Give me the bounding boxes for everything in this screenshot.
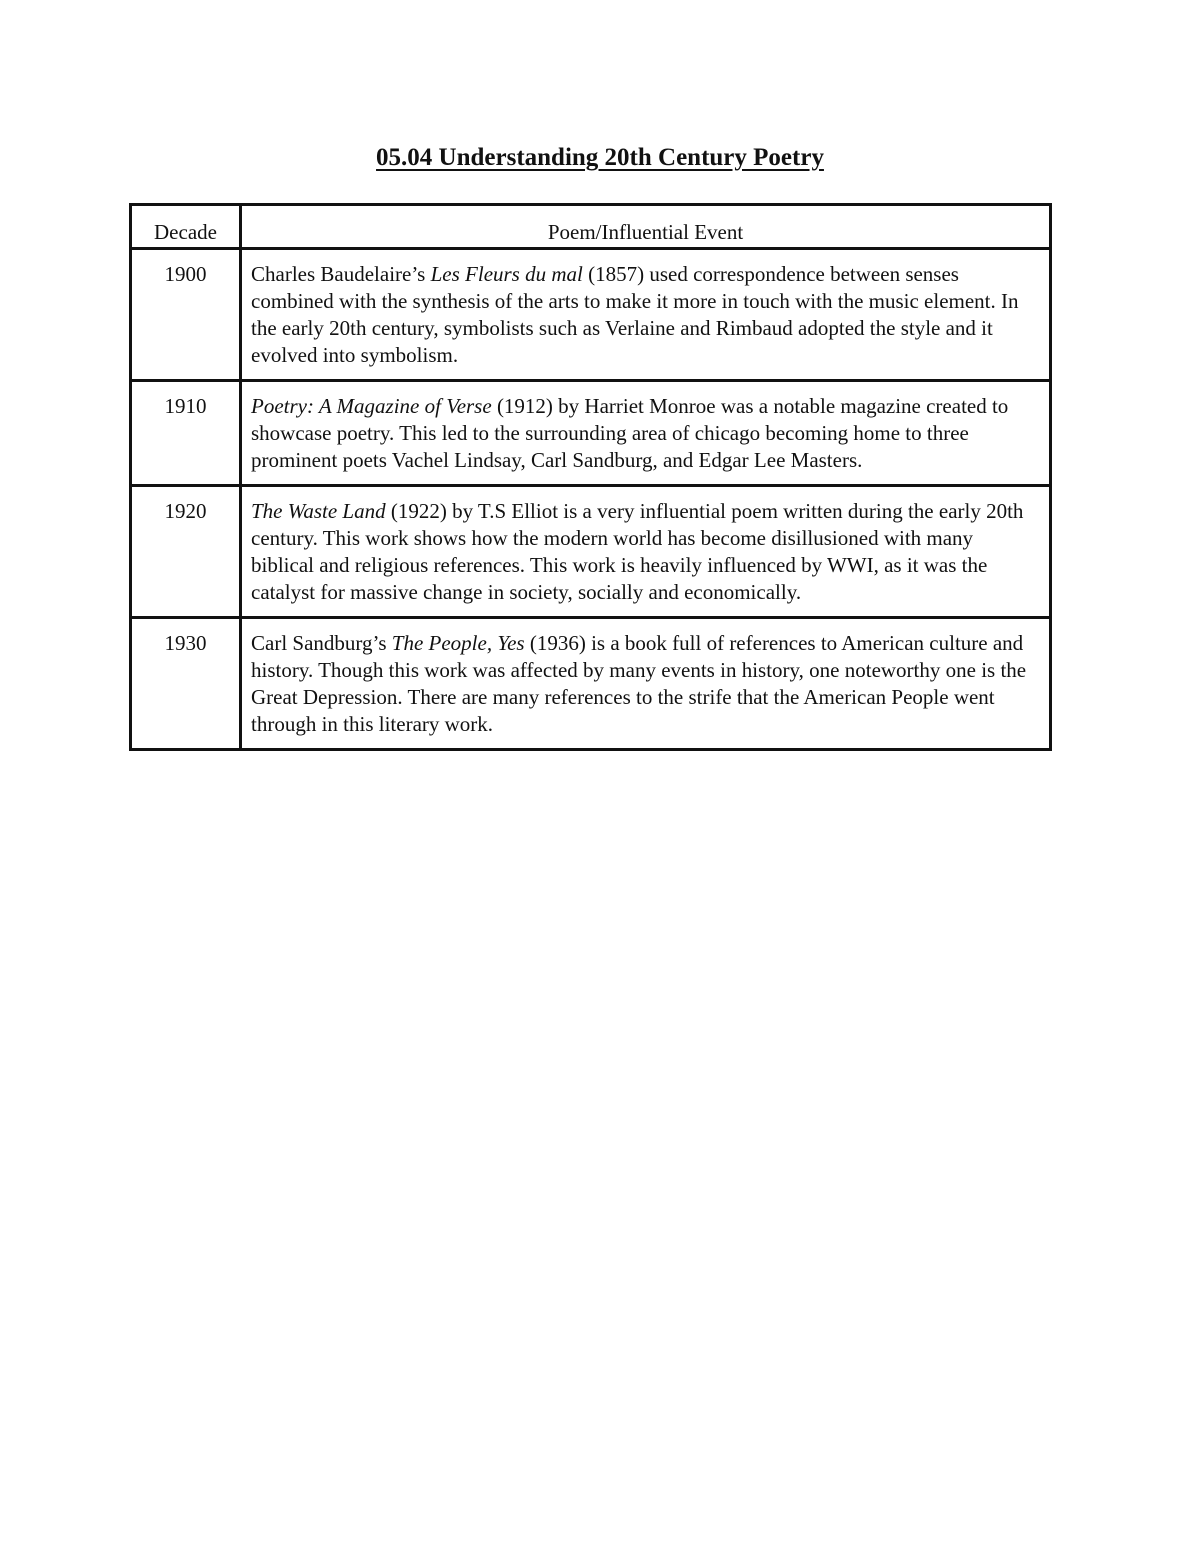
work-title: Poetry: A Magazine of Verse bbox=[251, 394, 492, 418]
event-text: Carl Sandburg’s bbox=[251, 631, 392, 655]
work-title: The Waste Land bbox=[251, 499, 386, 523]
decade-cell: 1920 bbox=[131, 486, 241, 618]
event-text: (1922) by T.S Elliot is a very influential poem written during the early 20th century. This work shows how the modern world has become disillusioned with many biblical and religious references. This work is heavily influenced by WWI, as it was the catalyst for massive change in society, socially and economically. bbox=[251, 499, 1024, 604]
work-title: The People, Yes bbox=[391, 631, 525, 655]
event-cell bbox=[241, 249, 1051, 381]
header-decade: Decade bbox=[131, 205, 241, 249]
event-text: Charles Baudelaire’s bbox=[251, 262, 431, 286]
table-row bbox=[131, 249, 1051, 381]
event-text: (1936) is a book full of references to American culture and history. Though this work was affected by many events in history, one noteworthy one is the Great Depression. There are many references to the strife that the American People went through in this literary work. bbox=[251, 631, 1027, 736]
event-text: (1857) used correspondence between senses combined with the synthesis of the arts to make it more in touch with the music element. In the early 20th century, symbolists such as Verlaine and Rimbaud adopted the style and it evolved into symbolism. bbox=[251, 262, 1019, 367]
event-cell bbox=[241, 381, 1051, 486]
event-cell bbox=[241, 486, 1051, 618]
decade-cell: 1910 bbox=[131, 381, 241, 486]
event-text: (1912) by Harriet Monroe was a notable magazine created to showcase poetry. This led to the surrounding area of chicago becoming home to three prominent poets Vachel Lindsay, Carl Sandburg, and Edgar Lee Masters. bbox=[251, 394, 1009, 472]
table-header-row bbox=[131, 205, 1051, 249]
decade-cell: 1900 bbox=[131, 249, 241, 381]
table-row bbox=[131, 618, 1051, 750]
table-row bbox=[131, 381, 1051, 486]
document-title: 05.04 Understanding 20th Century Poetry bbox=[376, 144, 824, 171]
header-event: Poem/Influential Event bbox=[241, 205, 1051, 249]
decade-cell: 1930 bbox=[131, 618, 241, 750]
table-row bbox=[131, 486, 1051, 618]
event-cell bbox=[241, 618, 1051, 750]
work-title: Les Fleurs du mal bbox=[430, 262, 583, 286]
poetry-timeline-table bbox=[129, 203, 1052, 751]
